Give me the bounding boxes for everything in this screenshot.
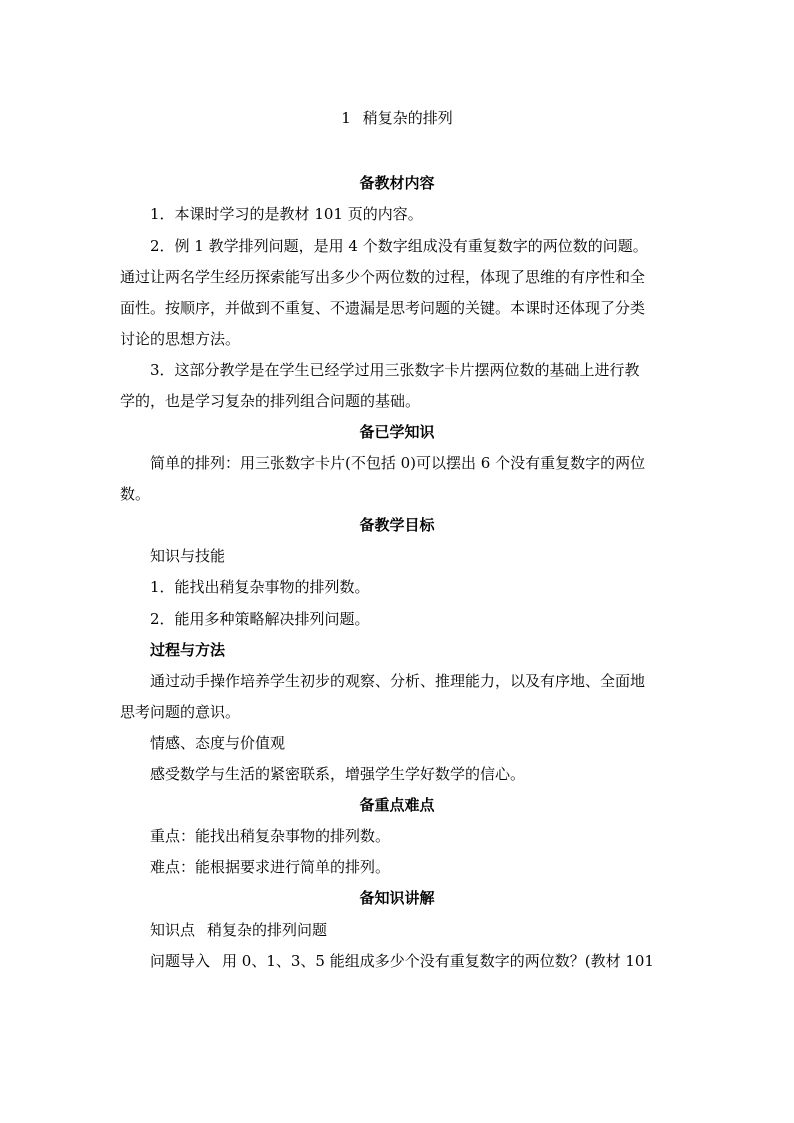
heading-materials: 备教材内容 (359, 174, 435, 192)
materials-paragraph-2-line-1: 2．例 1 教学排列问题，是用 4 个数字组成没有重复数字的两位数的问题。 (150, 237, 648, 255)
materials-paragraph-3-line-2: 学的，也是学习复杂的排列组合问题的基础。 (120, 392, 421, 410)
materials-paragraph-2-line-4: 讨论的思想方法。 (120, 330, 241, 348)
heading-teaching-goals: 备教学目标 (359, 516, 435, 534)
goal-item-3-line-1: 通过动手操作培养学生初步的观察、分析、推理能力，以及有序地、全面地 (150, 672, 646, 690)
materials-paragraph-2-line-3: 面性。按顺序，并做到不重复、不遗漏是思考问题的关键。本课时还体现了分类 (120, 299, 646, 317)
difficult-point: 难点：能根据要求进行简单的排列。 (150, 858, 391, 876)
key-point: 重点：能找出稍复杂事物的排列数。 (150, 827, 391, 845)
lesson-title-text: 稍复杂的排列 (362, 109, 453, 127)
problem-intro-line (150, 951, 654, 971)
materials-paragraph-2-line-2: 通过让两名学生经历探索能写出多少个两位数的过程，体现了思维的有序性和全 (120, 268, 646, 286)
goal-item-1: 1．能找出稍复杂事物的排列数。 (150, 578, 370, 596)
heading-key-points: 备重点难点 (359, 796, 435, 814)
materials-paragraph-3-line-1: 3．这部分教学是在学生已经学过用三张数字卡片摆两位数的基础上进行教 (150, 361, 640, 379)
knowledge-point-text: 稍复杂的排列问题 (207, 921, 328, 939)
goals-subheading-knowledge: 知识与技能 (150, 547, 226, 565)
problem-intro-text: 用 0、1、3、5 能组成多少个没有重复数字的两位数？(教材 101 (222, 952, 654, 970)
materials-paragraph-1: 1．本课时学习的是教材 101 页的内容。 (150, 205, 423, 223)
heading-prior-knowledge: 备已学知识 (359, 423, 435, 441)
goals-subheading-attitude: 情感、态度与价值观 (150, 734, 286, 752)
knowledge-point-line (150, 920, 327, 940)
knowledge-point-label: 知识点 (150, 921, 196, 939)
goal-item-4: 感受数学与生活的紧密联系，增强学生学好数学的信心。 (150, 765, 526, 783)
problem-intro-label: 问题导入 (150, 952, 211, 970)
goals-subheading-process: 过程与方法 (150, 641, 226, 659)
heading-knowledge-explanation: 备知识讲解 (359, 889, 435, 907)
lesson-title (0, 108, 794, 128)
goal-item-2: 2．能用多种策略解决排列问题。 (150, 610, 370, 628)
prior-knowledge-line-2: 数。 (120, 485, 151, 503)
prior-knowledge-line-1: 简单的排列：用三张数字卡片(不包括 0)可以摆出 6 个没有重复数字的两位 (150, 454, 646, 472)
goal-item-3-line-2: 思考问题的意识。 (120, 703, 241, 721)
lesson-number: 1 (341, 109, 351, 127)
